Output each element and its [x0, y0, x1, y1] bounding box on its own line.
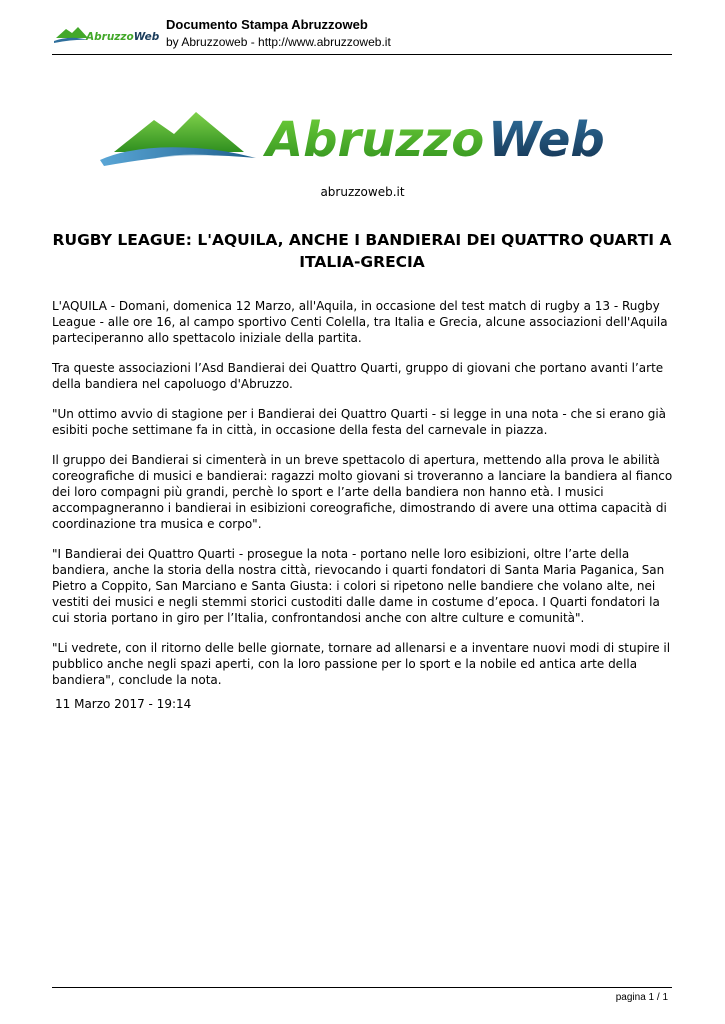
header-divider	[52, 54, 672, 55]
article-paragraph: Il gruppo dei Bandierai si cimenterà in un breve spettacolo di apertura, mettendo alla prova le abilità coreografiche di musici e bandierai: ragazzi molto giovani si troveranno a lanciare la bandiera al fianco dei loro compagni più grandi, perchè lo sport e l’arte della bandiera non hanno età. I musici accompagneranno i bandierai in esibizioni coreografiche, dimostrando di avere una ottima capacità di coordinazione tra musica e corpo".	[52, 453, 673, 531]
document-header	[52, 14, 672, 56]
svg-text:AbruzzoWeb: AbruzzoWeb	[86, 31, 160, 43]
article-paragraph: L'AQUILA - Domani, domenica 12 Marzo, all'Aquila, in occasione del test match di rugby a 13 - Rugby League - alle ore 16, al campo sportivo Centi Colella, tra Italia e Grecia, alcune associazioni dell'Aquila parteciperanno allo spettacolo iniziale della partita.	[52, 299, 668, 345]
article-paragraph: "Li vedrete, con il ritorno delle belle giornate, tornare ad allenarsi e a inventare nuovi modi di stupire il pubblico anche negli spazi aperti, con la loro passione per lo sport e la nobile ed antica arte della bandiera", conclude la nota.	[52, 641, 671, 687]
article-title: RUGBY LEAGUE: L'AQUILA, ANCHE I BANDIERAI DEI QUATTRO QUARTI A ITALIA-GRECIA	[52, 231, 672, 271]
article-paragraph: "I Bandierai dei Quattro Quarti - prosegue la nota - portano nelle loro esibizioni, oltre l’arte della bandiera, anche la storia della nostra città, rievocando i quarti fondatori di Santa Maria Paganica, San Pietro a Coppito, San Marciano e Santa Giusta: i colori si ripetono nelle bandiere che volano alte, nei vestiti dei musici e negli stemmi storici custoditi dalle dame in costume d’epoca. I Quarti fondatori la cui storia portano in giro per l’Italia, confrontandosi anche con altre culture e comunità".	[52, 547, 665, 625]
article-body	[52, 298, 677, 702]
article-paragraph: Tra queste associazioni l’Asd Bandierai dei Quattro Quarti, gruppo di giovani che portano avanti l’arte della bandiera nel capoluogo d'Abruzzo.	[52, 361, 664, 391]
abruzzoweb-main-logo	[96, 108, 606, 172]
site-name: abruzzoweb.it	[320, 185, 405, 199]
page-number: pagina 1 / 1	[615, 992, 668, 1003]
document-byline: by Abruzzoweb - http://www.abruzzoweb.it	[166, 35, 391, 49]
logo-text-web: Web	[488, 112, 605, 168]
footer-divider	[52, 987, 672, 988]
article-date: 11 Marzo 2017 - 19:14	[55, 697, 192, 711]
article-paragraph: "Un ottimo avvio di stagione per i Bandierai dei Quattro Quarti - si legge in una nota - che si erano già esibiti poche settimane fa in città, in occasione della festa del carnevale in piazza.	[52, 407, 667, 437]
document-print-title: Documento Stampa Abruzzoweb	[166, 17, 368, 32]
abruzzoweb-small-logo	[52, 18, 160, 48]
logo-text-abruzzo: Abruzzo	[266, 112, 485, 168]
